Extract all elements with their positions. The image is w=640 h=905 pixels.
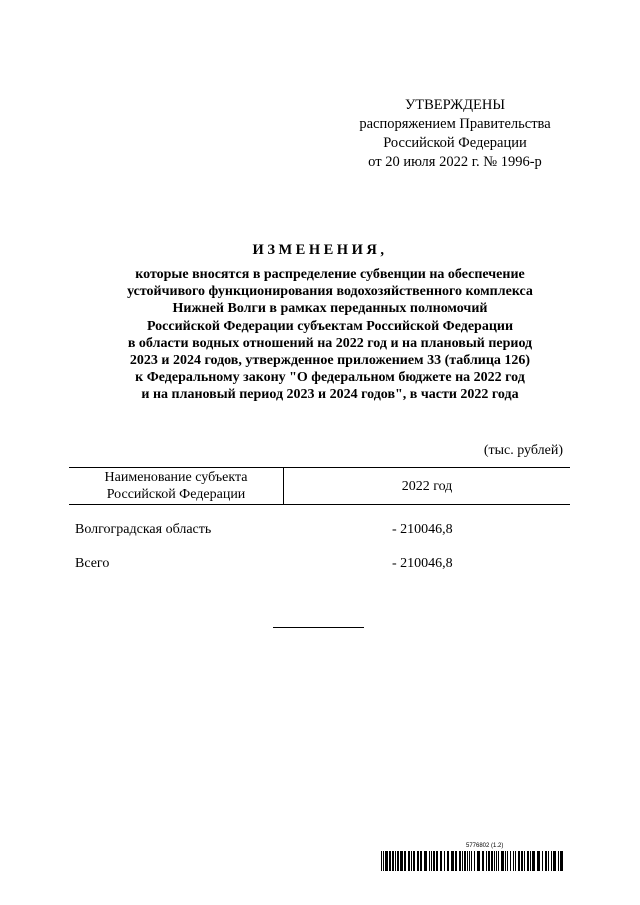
approval-heading: УТВЕРЖДЕНЫ: [404, 97, 506, 113]
table-row-total: [69, 556, 570, 576]
approval-block: [330, 96, 580, 172]
subtitle-line: и на плановый период 2023 и 2024 годов", в части 2022 года: [141, 387, 519, 403]
subtitle-line: Нижней Волги в рамках переданных полномочий: [172, 301, 488, 317]
row-value: - 210046,8: [392, 522, 453, 537]
document-code: 5776802 (1.2): [466, 843, 504, 849]
subtitle-line: Российской Федерации субъектам Российской Федерации: [146, 318, 514, 334]
subtitle-line: 2023 и 2024 годов, утвержденное приложением 33 (таблица 126): [129, 353, 531, 369]
document-subtitle: [40, 266, 620, 404]
subtitle-line: устойчивого функционирования водохозяйственного комплекса: [127, 284, 533, 300]
row-value: - 210046,8: [392, 556, 453, 571]
subtitle-line: к Федеральному закону "О федеральном бюджете на 2022 год: [135, 370, 525, 386]
document-title: ИЗМЕНЕНИЯ,: [252, 242, 388, 258]
table-row: [69, 522, 570, 542]
barcode-image: [381, 851, 566, 871]
subtitle-line: в области водных отношений на 2022 год и на плановый период: [127, 335, 533, 351]
distribution-table: [69, 467, 570, 571]
subtitle-line: которые вносятся в распределение субвенции на обеспечение: [135, 267, 525, 282]
end-separator-line: [273, 627, 364, 628]
approval-line-date: от 20 июля 2022 г. № 1996-р: [368, 154, 542, 170]
header-subject-name-line: Российской Федерации: [106, 487, 246, 502]
header-subject-name: [69, 468, 284, 504]
approval-line-order: распоряжением Правительства: [359, 116, 551, 132]
header-subject-name-line: Наименование субъекта: [104, 470, 248, 485]
row-subject-name: Всего: [75, 556, 110, 571]
table-header: [69, 467, 570, 505]
header-year: 2022 год: [401, 478, 453, 494]
approval-line-government: Российской Федерации: [383, 135, 527, 151]
row-subject-name: Волгоградская область: [75, 522, 212, 537]
units-label: (тыс. рублей): [483, 443, 563, 458]
